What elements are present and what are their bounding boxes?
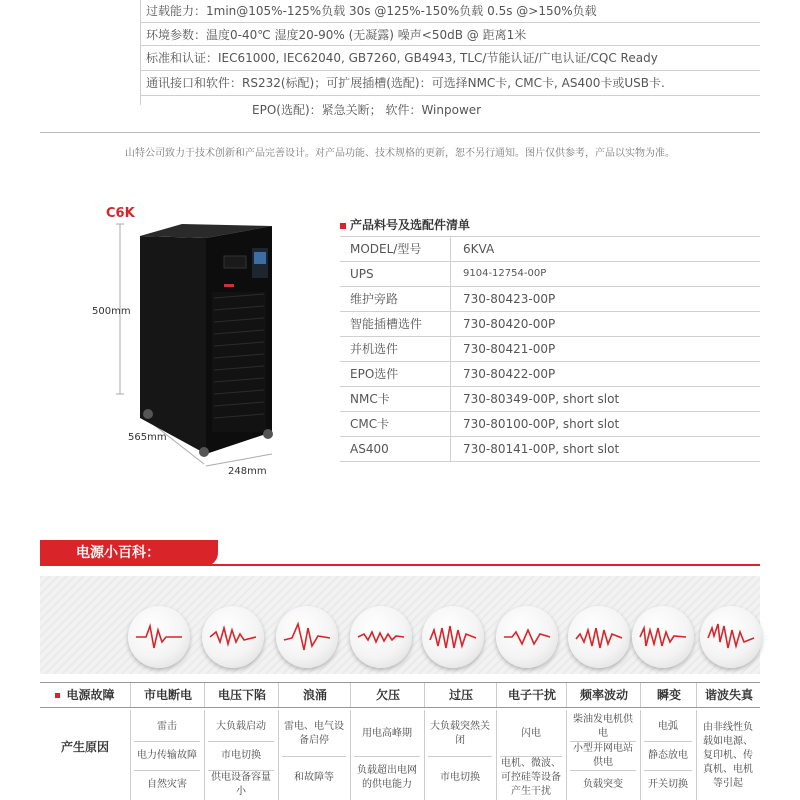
fault-cause: 静态放电 bbox=[648, 749, 688, 761]
spec-standards: 标准和认证：IEC61000, IEC62040, GB7260, GB4943, TLC/节能认证/广电认证/CQC Ready bbox=[140, 46, 760, 71]
fault-cause: 电弧 bbox=[658, 720, 678, 732]
waveform-circle bbox=[568, 606, 630, 668]
parts-row bbox=[340, 437, 760, 462]
parts-name: MODEL/型号 bbox=[340, 237, 451, 261]
waveform-circle bbox=[700, 606, 762, 668]
waveform-circle bbox=[128, 606, 190, 668]
column-divider bbox=[350, 710, 351, 800]
parts-name: NMC卡 bbox=[340, 387, 451, 411]
column-divider bbox=[424, 710, 425, 800]
parts-list-title-text: 产品料号及选配件清单 bbox=[350, 218, 471, 232]
parts-value: 6KVA bbox=[463, 242, 495, 256]
cause-row-label: 产生原因 bbox=[60, 740, 109, 754]
parts-name: 智能插槽选件 bbox=[340, 312, 451, 336]
fault-cause: 市电切换 bbox=[221, 749, 261, 761]
parts-value: 730-80100-00P, short slot bbox=[463, 417, 620, 431]
spec-overload: 过载能力：1min@105%-125%负载 30s @125%-150%负载 0.5s @>150%负载 bbox=[140, 0, 760, 23]
section-divider bbox=[40, 132, 760, 133]
spec-communication: 通讯接口和软件：RS232(标配)；可扩展插槽(选配)：可选择NMC卡, CMC卡, AS400卡或USB卡. bbox=[140, 71, 760, 96]
parts-value: 730-80141-00P, short slot bbox=[463, 442, 620, 456]
parts-value: 730-80421-00P bbox=[463, 342, 556, 356]
fault-cause: 和故障等 bbox=[294, 772, 334, 783]
parts-row bbox=[340, 412, 760, 437]
banner-title: 电源小百科： bbox=[40, 540, 218, 566]
width-dimension: 248mm bbox=[228, 466, 267, 477]
waveform-circle bbox=[350, 606, 412, 668]
waveform-circle bbox=[276, 606, 338, 668]
fault-cause: 柴油发电机供电 bbox=[573, 713, 633, 739]
depth-dimension: 565mm bbox=[128, 432, 167, 443]
parts-row bbox=[340, 387, 760, 412]
fault-type-header: 过压 bbox=[424, 683, 497, 707]
waveform-icon bbox=[202, 606, 264, 668]
waveform-icon bbox=[632, 606, 694, 668]
fault-cause: 闪电 bbox=[521, 728, 541, 739]
column-divider bbox=[130, 710, 131, 800]
title-bullet-icon bbox=[340, 223, 346, 229]
parts-value: 730-80422-00P bbox=[463, 367, 556, 381]
parts-name: EPO选件 bbox=[340, 362, 451, 386]
spec-epo-software: EPO(选配)：紧急关断； 软件：Winpower bbox=[252, 103, 482, 117]
fault-cause: 电力传输故障 bbox=[137, 749, 197, 761]
fault-cause: 开关切换 bbox=[648, 778, 688, 790]
waveform-icon bbox=[496, 606, 558, 668]
spec-environment: 环境参数：温度0-40℃ 湿度20-90% (无凝露) 噪声<50dB @ 距离1米 bbox=[140, 23, 760, 46]
waveform-icon bbox=[422, 606, 484, 668]
fault-type-header: 浪涌 bbox=[278, 683, 351, 707]
fault-cause: 小型并网电站供电 bbox=[573, 742, 633, 768]
parts-value: 9104-12754-00P bbox=[463, 268, 547, 279]
fault-cause: 负载超出电网的供电能力 bbox=[357, 765, 417, 790]
parts-name: UPS bbox=[340, 262, 451, 286]
waveform-icon bbox=[276, 606, 338, 668]
fault-cause: 用电高峰期 bbox=[362, 728, 412, 739]
parts-name: 并机选件 bbox=[340, 337, 451, 361]
fault-cause: 自然灾害 bbox=[147, 778, 187, 790]
parts-row bbox=[340, 362, 760, 387]
parts-row bbox=[340, 312, 760, 337]
spec-table bbox=[140, 0, 760, 122]
waveform-icon bbox=[700, 606, 762, 668]
fault-type-header: 谐波失真 bbox=[696, 683, 761, 707]
parts-row bbox=[340, 287, 760, 312]
waveform-circle bbox=[496, 606, 558, 668]
column-divider bbox=[204, 710, 205, 800]
parts-row bbox=[340, 337, 760, 362]
fault-type-header: 市电断电 bbox=[130, 683, 205, 707]
parts-name: 维护旁路 bbox=[340, 287, 451, 311]
fault-type-header: 电子干扰 bbox=[496, 683, 567, 707]
waveform-circle bbox=[632, 606, 694, 668]
fault-cause: 大负载突然关闭 bbox=[430, 721, 490, 746]
fault-cause: 由非线性负载如电源、复印机、传真机、电机等引起 bbox=[703, 722, 753, 789]
fault-type-header: 电压下陷 bbox=[204, 683, 279, 707]
parts-list-title bbox=[340, 216, 470, 233]
encyclopedia-banner bbox=[40, 540, 760, 566]
fault-header-label-text: 电源故障 bbox=[66, 688, 115, 702]
header-bullet-icon bbox=[55, 693, 60, 698]
waveform-circle bbox=[422, 606, 484, 668]
parts-name: AS400 bbox=[340, 437, 451, 461]
waveform-circle bbox=[202, 606, 264, 668]
waveform-icon bbox=[350, 606, 412, 668]
parts-value: 730-80423-00P bbox=[463, 292, 556, 306]
parts-table bbox=[340, 236, 760, 462]
fault-cause: 雷电、电气设备启停 bbox=[284, 721, 344, 746]
height-dimension: 500mm bbox=[92, 306, 131, 317]
parts-row bbox=[340, 237, 760, 262]
disclaimer-notice: 山特公司致力于技术创新和产品完善设计。对产品功能、技术规格的更新，恕不另行通知。图片仅供参考，产品以实物为准。 bbox=[125, 148, 675, 159]
parts-name: CMC卡 bbox=[340, 412, 451, 436]
column-divider bbox=[496, 710, 497, 800]
parts-row bbox=[340, 262, 760, 287]
fault-cause: 大负载启动 bbox=[216, 720, 266, 732]
column-divider bbox=[278, 710, 279, 800]
fault-cause: 负载突变 bbox=[583, 778, 623, 790]
fault-header-label bbox=[40, 683, 130, 707]
waveform-icon bbox=[568, 606, 630, 668]
fault-cause: 市电切换 bbox=[440, 772, 480, 783]
fault-type-header: 频率波动 bbox=[566, 683, 641, 707]
parts-value: 730-80349-00P, short slot bbox=[463, 392, 620, 406]
fault-type-header: 欠压 bbox=[350, 683, 425, 707]
fault-cause: 供电设备容量小 bbox=[211, 771, 271, 797]
fault-header-row bbox=[40, 682, 760, 708]
fault-cause: 雷击 bbox=[157, 720, 177, 732]
fault-cause: 电机、微波、可控硅等设备产生干扰 bbox=[501, 758, 561, 797]
parts-value: 730-80420-00P bbox=[463, 317, 556, 331]
column-divider bbox=[640, 710, 641, 800]
column-divider bbox=[696, 710, 697, 800]
waveform-icon bbox=[128, 606, 190, 668]
model-label: C6K bbox=[106, 206, 135, 221]
column-divider bbox=[566, 710, 567, 800]
fault-type-header: 瞬变 bbox=[640, 683, 697, 707]
